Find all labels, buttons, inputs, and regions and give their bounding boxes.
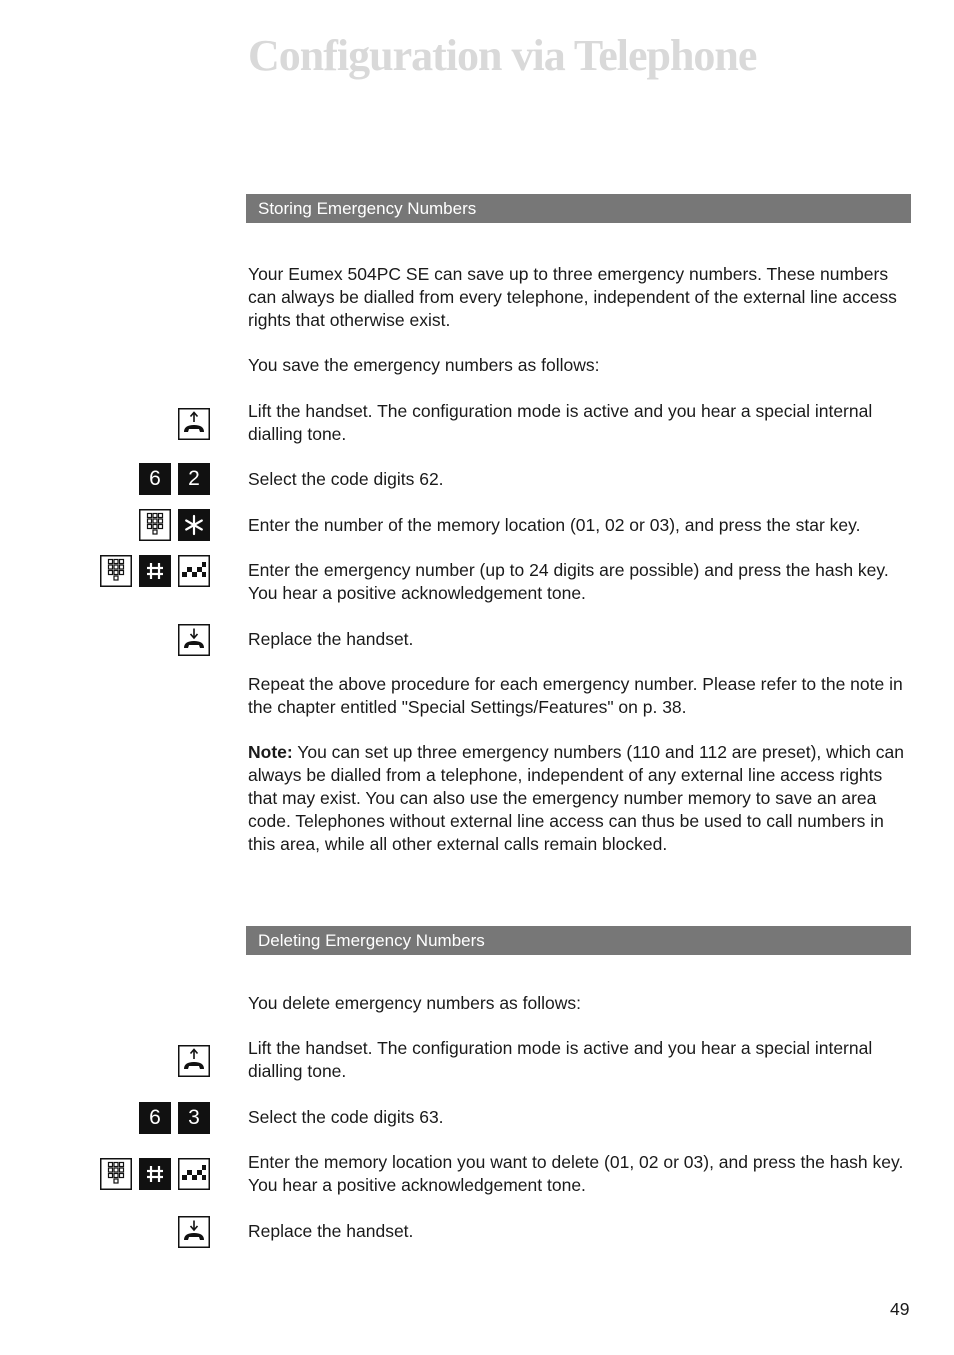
deleting-step-1: Lift the handset. The configuration mode is active and you hear a special internal dialling tone. — [248, 1038, 873, 1081]
note-text: You can set up three emergency numbers (110 and 112 are preset), which can always be dialled from a telephone, independent of any external line access rights that may exist. You can also use the emergency number memory to save an area code. Telephones without external line access can thus be used to call numbers in this area, while all other external calls remain blocked. — [248, 742, 904, 854]
deleting-step-2: Select the code digits 63. — [248, 1107, 444, 1127]
digit-key-icon: 6 — [139, 463, 171, 495]
step-icons — [178, 1045, 210, 1079]
keypad-icon — [100, 555, 132, 587]
storing-intro: Your Eumex 504PC SE can save up to three emergency numbers. These numbers can always be dialled from every telephone, independent of the external line access rights that otherwise exist. — [248, 264, 897, 330]
step-icons — [100, 1158, 210, 1192]
acknowledge-tone-icon — [178, 555, 210, 587]
handset-lift-icon — [178, 408, 210, 440]
keypad-icon — [139, 509, 171, 541]
digit-key-icon: 6 — [139, 1102, 171, 1134]
handset-replace-icon — [178, 1216, 210, 1248]
storing-step-5: Replace the handset. — [248, 629, 414, 649]
storing-note — [248, 741, 908, 856]
acknowledge-tone-icon — [178, 1158, 210, 1190]
step-icons — [139, 509, 210, 543]
digit-key-icon: 3 — [178, 1102, 210, 1134]
handset-lift-icon — [178, 1045, 210, 1077]
handset-replace-icon — [178, 624, 210, 656]
step-icons — [178, 1216, 210, 1250]
storing-step-2: Select the code digits 62. — [248, 469, 444, 489]
step-icons — [178, 624, 210, 658]
page-number: 49 — [890, 1299, 910, 1319]
storing-step-4: Enter the emergency number (up to 24 digits are possible) and press the hash key. You hear a positive acknowledgement tone. — [248, 560, 889, 603]
deleting-step-4: Replace the handset. — [248, 1221, 414, 1241]
keypad-icon — [100, 1158, 132, 1190]
storing-repeat: Repeat the above procedure for each emergency number. Please refer to the note in the chapter entitled "Special Settings/Features" on p. 38. — [248, 674, 903, 717]
storing-lead: You save the emergency numbers as follows: — [248, 355, 600, 375]
deleting-lead: You delete emergency numbers as follows: — [248, 993, 582, 1013]
hash-key-icon — [139, 1158, 171, 1190]
deleting-step-3: Enter the memory location you want to delete (01, 02 or 03), and press the hash key. You hear a positive acknowledgement tone. — [248, 1152, 904, 1195]
page-title: Configuration via Telephone — [248, 31, 757, 80]
hash-key-icon — [139, 555, 171, 587]
section-heading-storing: Storing Emergency Numbers — [246, 194, 911, 223]
digit-key-icon: 2 — [178, 463, 210, 495]
step-icons — [139, 463, 210, 497]
section-heading-deleting: Deleting Emergency Numbers — [246, 926, 911, 955]
step-icons — [178, 408, 210, 442]
step-icons — [100, 555, 210, 589]
storing-step-3: Enter the number of the memory location (01, 02 or 03), and press the star key. — [248, 515, 861, 535]
storing-step-1: Lift the handset. The configuration mode is active and you hear a special internal dialling tone. — [248, 401, 873, 444]
step-icons — [139, 1102, 210, 1136]
star-key-icon — [178, 509, 210, 541]
note-label: Note: — [248, 742, 293, 762]
